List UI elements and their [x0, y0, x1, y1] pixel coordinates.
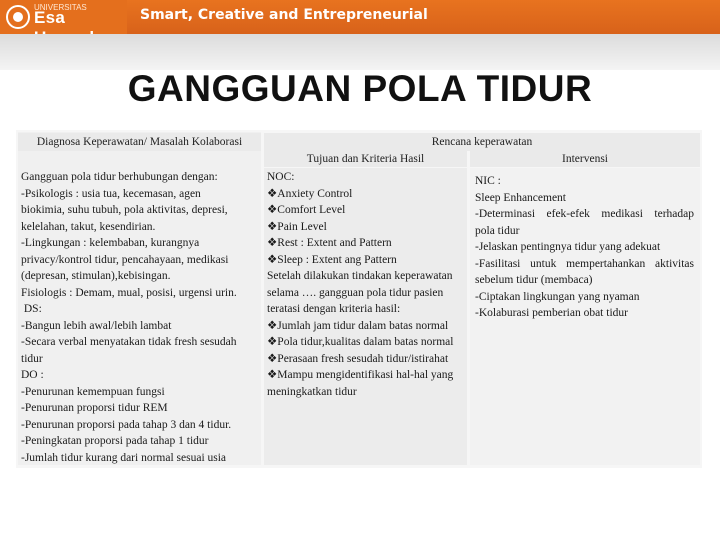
diagnosa-line: -Penurunan kemempuan fungsi	[21, 385, 165, 398]
tujuan-line: NOC:	[267, 171, 295, 183]
logo-small-text: UNIVERSITAS	[34, 3, 87, 12]
diagnosa-line: Fisiologis : Demam, mual, posisi, urgensi urin.	[21, 286, 237, 299]
diagnosa-line: -Penurunan proporsi tidur REM	[21, 402, 168, 414]
tujuan-text	[267, 169, 466, 400]
intervensi-line: pola tidur	[475, 224, 520, 237]
tujuan-line: Setelah dilakukan tindakan keperawatan	[267, 270, 453, 282]
intervensi-line: -Determinasi efek-efek medikasi terhadap	[475, 208, 694, 220]
tujuan-line: ❖Mampu mengidentifikasi hal-hal yang	[267, 369, 454, 381]
subheader-intervensi: Intervensi	[470, 151, 700, 167]
intervensi-line: sebelum tidur (membaca)	[475, 274, 593, 286]
diagnosa-line: -Jumlah tidur kurang dari normal sesuai usia	[21, 451, 227, 464]
diagnosa-line: DS:	[21, 303, 42, 315]
tujuan-line: selama …. gangguan pola tidur pasien	[267, 286, 444, 299]
diagnosa-line: -Lingkungan : kelembaban, kurangnya	[21, 237, 200, 249]
intervensi-line: -Fasilitasi untuk mempertahankan aktivitas	[475, 257, 694, 270]
diagnosa-line: tidur	[21, 352, 43, 365]
tujuan-line: ❖Pola tidur,kualitas dalam batas normal	[267, 336, 454, 348]
diagnosa-line: kelelahan, takut, kesendirian.	[21, 220, 156, 233]
diagnosa-line: -Secara verbal menyatakan tidak fresh sesudah	[21, 336, 237, 348]
intervensi-text	[475, 173, 694, 322]
logo-emblem-icon	[6, 5, 30, 29]
diagnosa-line: Gangguan pola tidur berhubungan dengan:	[21, 171, 218, 183]
intervensi-line: Sleep Enhancement	[475, 191, 567, 204]
tujuan-line: ❖Comfort Level	[267, 204, 346, 216]
tujuan-line: meningkatkan tidur	[267, 385, 357, 398]
subheader-tujuan: Tujuan dan Kriteria Hasil	[264, 151, 467, 167]
tujuan-line: ❖Sleep : Extent ang Pattern	[267, 253, 397, 266]
tujuan-line: ❖Anxiety Control	[267, 187, 353, 200]
header-rencana: Rencana keperawatan	[264, 133, 700, 151]
slide-title: GANGGUAN POLA TIDUR	[127, 68, 593, 109]
diagnosa-line: biokimia, suhu tubuh, pola aktivitas, depresi,	[21, 204, 228, 216]
intervensi-line: -Kolaburasi pemberian obat tidur	[475, 307, 628, 319]
tujuan-line: ❖Jumlah jam tidur dalam batas normal	[267, 319, 449, 332]
logo-name: Esa	[34, 8, 66, 27]
diagnosa-line: -Psikologis : usia tua, kecemasan, agen	[21, 187, 201, 200]
intervensi-line: -Jelaskan pentingnya tidur yang adekuat	[475, 241, 661, 253]
header-diagnosa: Diagnosa Keperawatan/ Masalah Kolaborasi	[18, 133, 261, 151]
diagnosa-line: DO :	[21, 369, 44, 381]
tujuan-line: ❖Perasaan fresh sesudah tidur/istirahat	[267, 352, 449, 365]
tujuan-line: ❖Pain Level	[267, 220, 327, 233]
diagnosa-line: -Penurunan proporsi pada tahap 3 dan 4 tidur.	[21, 418, 232, 431]
intervensi-line: NIC :	[475, 175, 501, 187]
tujuan-line: teratasi dengan kriteria hasil:	[267, 303, 401, 315]
diagnosa-line: privacy/kontrol tidur, pencahayaan, medikasi	[21, 253, 229, 266]
university-logo	[0, 0, 127, 34]
tagline: Smart, Creative and Entrepreneurial	[140, 7, 428, 23]
intervensi-line: -Ciptakan lingkungan yang nyaman	[475, 290, 640, 303]
diagnosa-line: -Bangun lebih awal/lebih lambat	[21, 319, 172, 332]
header-band	[0, 34, 720, 70]
header-bar	[0, 0, 720, 34]
tujuan-line: ❖Rest : Extent and Pattern	[267, 237, 392, 249]
diagnosa-line: -Peningkatan proporsi pada tahap 1 tidur	[21, 435, 209, 447]
diagnosa-text	[21, 169, 259, 466]
diagnosa-line: (depresan, stimulan),kebisingan.	[21, 270, 171, 282]
